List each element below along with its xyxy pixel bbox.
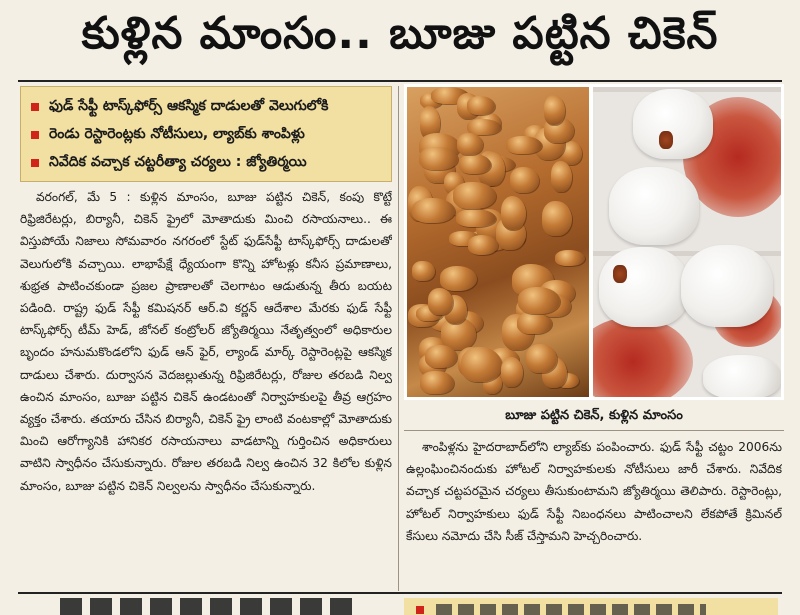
chicken-piece <box>428 288 453 315</box>
chicken-piece <box>542 201 572 236</box>
chicken-piece <box>468 235 499 255</box>
chicken-piece <box>412 261 435 282</box>
chicken-piece <box>456 209 496 227</box>
chicken-piece <box>453 182 496 209</box>
meat-bag <box>703 355 781 397</box>
meat-bag <box>599 247 689 327</box>
blood-stain <box>593 317 693 397</box>
meat-bag <box>633 89 713 159</box>
highlight-text: రెండు రెస్టారెంట్లకు నోటీసులు, ల్యాబ్‌కు శాంపిళ్లు <box>49 125 305 142</box>
caption-rule <box>404 430 784 431</box>
body-paragraph: శాంపిళ్లను హైదరాబాద్‌లోని ల్యాబ్‌కు పంపించారు. ఫుడ్ సేఫ్టీ చట్టం 2006ను ఉల్లంఘించినందుకు హోటల్ నిర్వాహకులకు నోటీసులు జారీ చేశారు. నివేదిక వచ్చాక చట్టపరమైన చర్యలు తీసుకుంటామని జ్యోతిర్మయి తెలిపారు. రెస్టారెంట్లు, హోటల్ నిర్వాహకులు ఫుడ్ సేఫ్టీ నిబంధనలు పాటించాలని లేకపోతే క్రిమినల్ కేసులు నమోదు చేసి సీజ్ చేస్తామని హెచ్చరించారు. <box>406 440 782 543</box>
chicken-piece <box>555 250 584 266</box>
meat-bag <box>681 245 773 327</box>
article-body-right <box>406 436 782 586</box>
photo-caption: బూజు పట్టిన చికెన్, కుళ్లిన మాంసం <box>505 408 683 423</box>
chicken-piece <box>501 196 527 230</box>
next-article-headline-cropped <box>60 596 390 615</box>
chicken-piece <box>420 371 453 395</box>
next-article-highlights-cropped <box>404 598 778 615</box>
highlight-text: ఫుడ్ సేఫ్టీ టాస్క్‌ఫోర్స్ ఆకస్మిక దాడులతో వెలుగులోకి <box>49 97 329 114</box>
news-photo <box>404 84 784 400</box>
chicken-piece <box>544 95 565 125</box>
highlight-text: నివేదిక వచ్చాక చట్టరీత్యా చర్యలు : జ్యోతిర్మయి <box>49 153 307 170</box>
meat-bag <box>609 167 699 245</box>
headline-rule <box>18 80 782 82</box>
chicken-piece <box>425 345 457 368</box>
chicken-piece <box>412 198 455 223</box>
fridge-meat-bags-photo <box>593 87 781 397</box>
chicken-piece <box>551 161 572 192</box>
chicken-piece <box>459 154 491 174</box>
column-divider <box>398 86 399 591</box>
chicken-piece <box>510 167 539 193</box>
fried-chicken-photo <box>407 87 589 397</box>
chicken-piece <box>518 287 560 315</box>
bullet-square-icon <box>31 131 39 139</box>
chicken-piece <box>457 133 482 155</box>
highlight-item <box>31 149 383 177</box>
article-body-left <box>20 186 392 586</box>
bottom-rule <box>18 592 782 594</box>
headline: కుళ్లిన మాంసం.. బూజు పట్టిన చికెన్ <box>81 8 719 59</box>
bag-knot <box>613 265 627 283</box>
bullet-square-icon <box>416 606 424 614</box>
bullet-square-icon <box>31 103 39 111</box>
bullet-square-icon <box>31 159 39 167</box>
highlight-item <box>31 121 383 149</box>
chicken-piece <box>506 136 541 153</box>
chicken-piece <box>526 344 557 373</box>
highlights-box <box>20 86 392 182</box>
highlight-item <box>31 93 383 121</box>
body-paragraph: వరంగల్, మే 5 : కుళ్లిన మాంసం, బూజు పట్టిన చికెన్, కంపు కొట్టే రిఫ్రిజిరేటర్లు, బిర్యానీ, చికెన్ ఫ్రైలో మోతాదుకు మించి రసాయనాలు.. ఈ విస్తుపోయే నిజాలు సోమవారం నగరంలో స్టేట్ ఫుడ్‌సేఫ్టీ టాస్క్‌ఫోర్స్ దాడులతో వెలుగులోకి వచ్చాయి. లాభాపేక్షే ధ్యేయంగా కొన్ని హోటళ్లు కనీస ప్రమాణాలు, శుభ్రత పాటించకుండా ప్రజల ప్రాణాలతో చెలగాటం ఆడుతున్న తీరు బయట పడింది. రాష్ట్ర ఫుడ్ సేఫ్టీ కమిషనర్ ఆర్.వి కర్ణన్ ఆదేశాల మేరకు ఫుడ్ సేఫ్టీ టాస్క్‌ఫోర్స్ టీమ్ హెడ్, జోనల్ కంట్రోలర్ జ్యోతిర్మయి నేతృత్వంలో అధికారుల బృందం హనుమకొండలోని ఫుడ్ ఆన్ ఫైర్, ల్యాండ్ మార్క్ రెస్టారెంట్లపై ఆకస్మిక దాడులు చేశారు. దుర్వాసన వెదజల్లుతున్న రిఫ్రిజిరేటర్లు, రోజుల తరబడి నిల్వ ఉంచిన మాంసం, బూజు పట్టిన చికెన్ ఉండటంతో నిర్వాహకులపై తీవ్ర ఆగ్రహం వ్యక్తం చేశారు. తయారు చేసిన బిర్యానీ, చికెన్ ఫ్రై లాంటి వంటకాల్లో మోతాదుకు మించి ఆరోగ్యానికి హానికర రసాయనాలు వాడటాన్ని గుర్తించిన అధికారులు వాటిని స్వాధీనం చేసుకున్నారు. రోజుల తరబడి నిల్వ ఉంచిన 32 కిలోల కుళ్లిన మాంసం, బూజు పట్టిన చికెన్ నిల్వలను స్వాధీనం చేసుకున్నారు. <box>20 190 392 493</box>
chicken-piece <box>440 266 477 291</box>
bag-knot <box>659 131 673 149</box>
chicken-piece <box>461 347 502 382</box>
chicken-piece <box>501 357 522 387</box>
